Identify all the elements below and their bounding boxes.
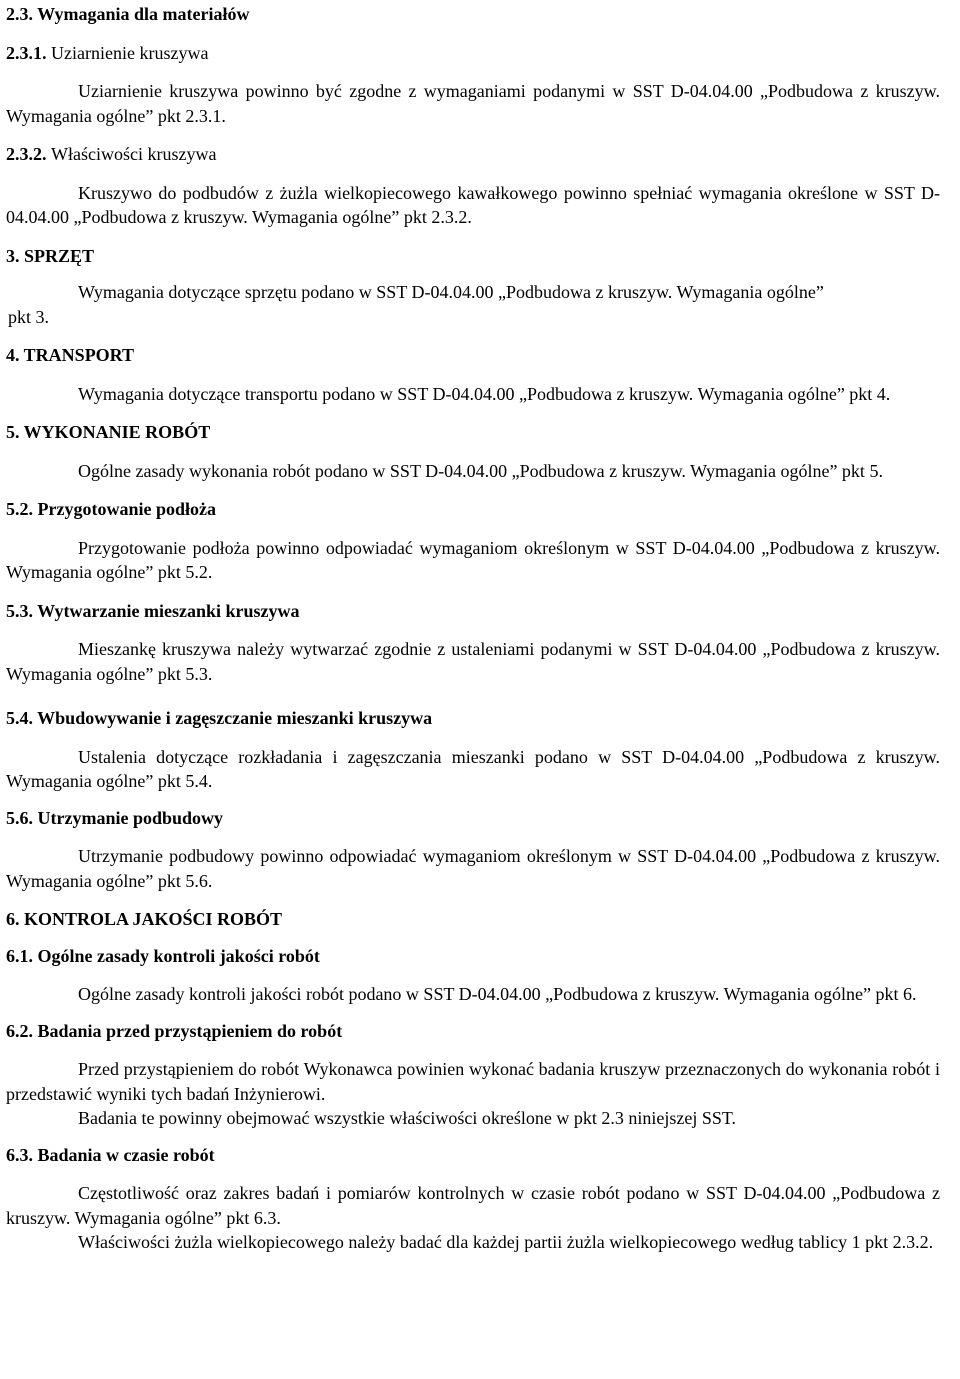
section-heading-3: 3. SPRZĘT — [6, 245, 95, 266]
section-heading-4: 4. TRANSPORT — [6, 345, 135, 365]
paragraph-6-2-a: Przed przystąpieniem do robót Wykonawca powinien wykonać badania kruszyw przeznaczonych do wykonania robót i przedstawić wyniki tych badań Inżynierowi. — [6, 1059, 940, 1104]
paragraph-5-3: Mieszankę kruszywa należy wytwarzać zgodnie z ustaleniami podanymi w SST D-04.04.00 „Podbudowa z kruszyw. Wymagania ogólne” pkt 5.3. — [6, 639, 940, 684]
paragraph-5-4: Ustalenia dotyczące rozkładania i zagęszczania mieszanki podano w SST D-04.04.00 „Podbudowa z kruszyw. Wymagania ogólne” pkt 5.4. — [6, 746, 940, 791]
paragraph-2-3-2: Kruszywo do podbudów z żużla wielkopiecowego kawałkowego powinno spełniać wymagania określone w SST D-04.04.00 „Podbudowa z kruszyw. Wymagania ogólne” pkt 2.3.2. — [6, 182, 940, 227]
paragraph-4: Wymagania dotyczące transportu podano w SST D-04.04.00 „Podbudowa z kruszyw. Wymagania ogólne” pkt 4. — [78, 383, 891, 404]
paragraph-5-2: Przygotowanie podłoża powinno odpowiadać wymaganiom określonym w SST D-04.04.00 „Podbudowa z kruszyw. Wymagania ogólne” pkt 5.2. — [6, 537, 940, 582]
section-title: Właściwości kruszywa — [51, 144, 217, 164]
section-title: Uziarnienie kruszywa — [51, 42, 209, 63]
paragraph-6-2-b: Badania te powinny obejmować wszystkie właściwości określone w pkt 2.3 niniejszej SST. — [78, 1108, 737, 1128]
paragraph-2-3-1: Uziarnienie kruszywa powinno być zgodne z wymaganiami podanymi w SST D-04.04.00 „Podbudowa z kruszyw. Wymagania ogólne” pkt 2.3.1. — [6, 81, 940, 126]
section-heading-6-3: 6.3. Badania w czasie robót — [6, 1144, 215, 1165]
paragraph-5-6: Utrzymanie podbudowy powinno odpowiadać wymaganiom określonym w SST D-04.04.00 „Podbudowa z kruszyw. Wymagania ogólne” pkt 5.6. — [6, 846, 940, 891]
section-number: 2.3.2. — [6, 144, 47, 164]
section-heading-5-2: 5.2. Przygotowanie podłoża — [6, 499, 216, 519]
paragraph-6-3-b: Właściwości żużla wielkopiecowego należy badać dla każdej partii żużla wielkopiecowego według tablicy 1 pkt 2.3.2. — [78, 1232, 934, 1252]
paragraph-5: Ogólne zasady wykonania robót podano w SST D-04.04.00 „Podbudowa z kruszyw. Wymagania ogólne” pkt 5. — [78, 460, 883, 481]
section-heading-6: 6. KONTROLA JAKOŚCI ROBÓT — [6, 909, 283, 929]
paragraph-3-line-1: Wymagania dotyczące sprzętu podano w SST D-04.04.00 „Podbudowa z kruszyw. Wymagania ogólne” — [78, 282, 824, 302]
section-heading-2-3-2 — [6, 142, 940, 167]
section-heading-2-3: 2.3. Wymagania dla materiałów — [6, 4, 250, 24]
section-number: 2.3.1. — [6, 42, 47, 63]
section-heading-6-1: 6.1. Ogólne zasady kontroli jakości robót — [6, 945, 320, 966]
section-heading-5-3: 5.3. Wytwarzanie mieszanki kruszywa — [6, 600, 300, 621]
section-heading-5: 5. WYKONANIE ROBÓT — [6, 422, 211, 442]
section-heading-5-6: 5.6. Utrzymanie podbudowy — [6, 807, 224, 828]
section-heading-5-4: 5.4. Wbudowywanie i zagęszczanie mieszanki kruszywa — [6, 708, 433, 728]
section-heading-2-3-1 — [6, 41, 940, 66]
paragraph-3-line-2: pkt 3. — [8, 306, 50, 327]
paragraph-6-1: Ogólne zasady kontroli jakości robót podano w SST D-04.04.00 „Podbudowa z kruszyw. Wymagania ogólne” pkt 6. — [78, 984, 917, 1004]
paragraph-6-3-a: Częstotliwość oraz zakres badań i pomiarów kontrolnych w czasie robót podano w SST D-04.04.00 „Podbudowa z kruszyw. Wymagania ogólne” pkt 6.3. — [6, 1183, 940, 1228]
section-heading-6-2: 6.2. Badania przed przystąpieniem do robót — [6, 1020, 343, 1041]
